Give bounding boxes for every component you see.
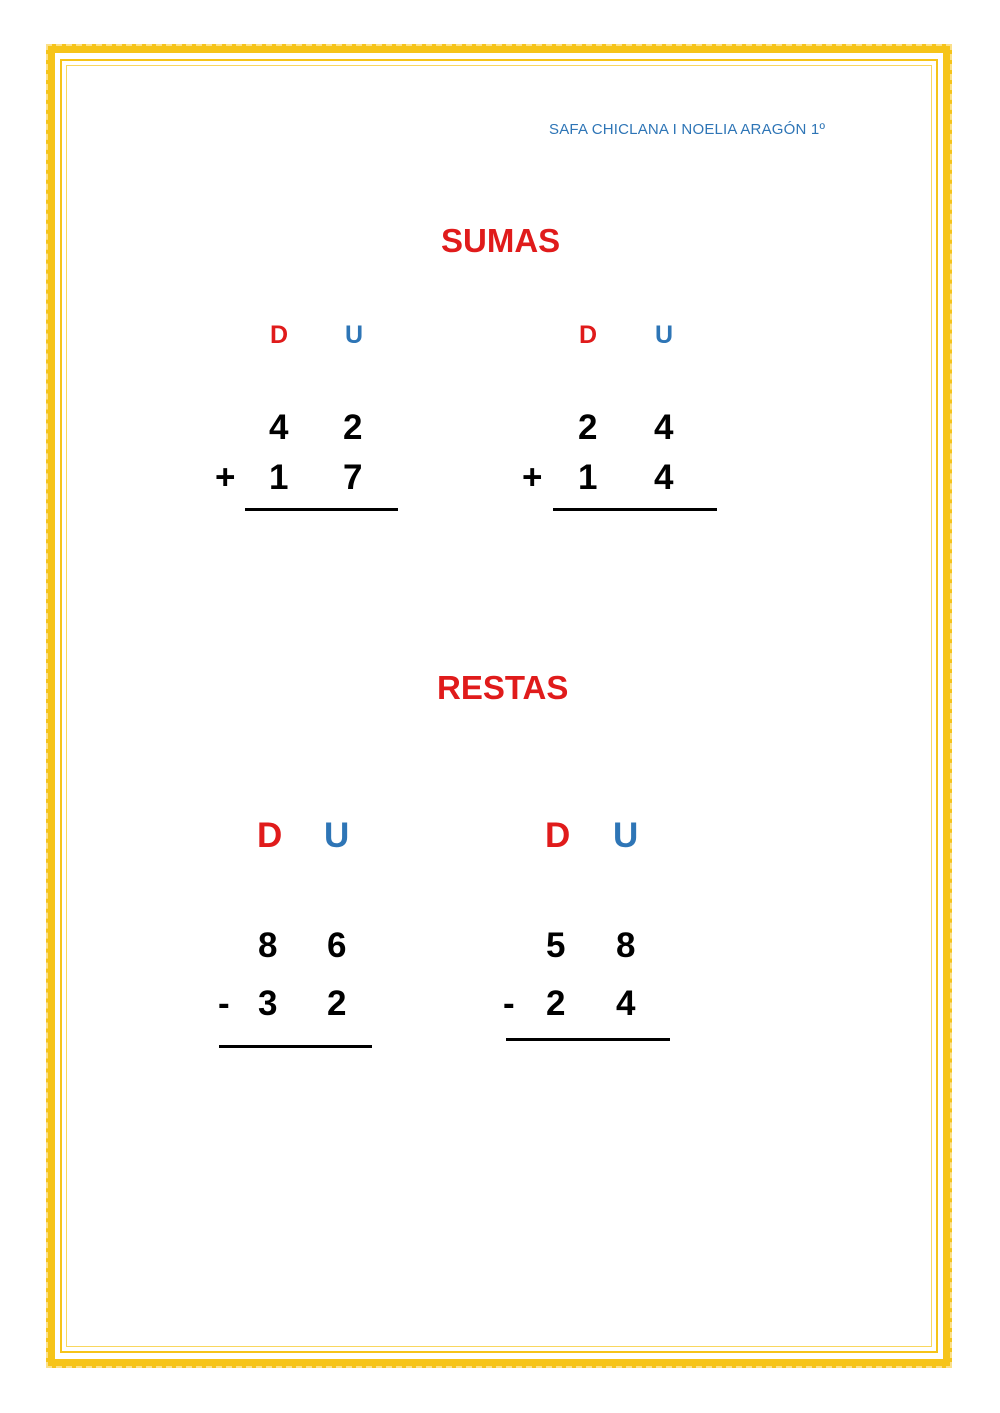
bottom-unidades-digit: 4 bbox=[616, 984, 636, 1023]
plus-sign: + bbox=[215, 458, 236, 497]
top-decenas-digit: 2 bbox=[578, 408, 598, 447]
bottom-decenas-digit: 1 bbox=[269, 458, 289, 497]
top-unidades-digit: 8 bbox=[616, 926, 636, 965]
label-unidades: U bbox=[613, 816, 639, 855]
top-unidades-digit: 6 bbox=[327, 926, 347, 965]
restas-title: RESTAS bbox=[437, 669, 569, 706]
label-decenas: D bbox=[257, 816, 283, 855]
answer-line bbox=[245, 508, 398, 511]
top-unidades-digit: 2 bbox=[343, 408, 363, 447]
top-unidades-digit: 4 bbox=[654, 408, 674, 447]
label-decenas: D bbox=[545, 816, 571, 855]
label-decenas: D bbox=[270, 321, 289, 349]
answer-line bbox=[553, 508, 717, 511]
answer-line bbox=[506, 1038, 670, 1041]
minus-sign: - bbox=[218, 984, 230, 1023]
bottom-decenas-digit: 2 bbox=[546, 984, 566, 1023]
label-unidades: U bbox=[345, 321, 364, 349]
top-decenas-digit: 8 bbox=[258, 926, 278, 965]
bottom-unidades-digit: 7 bbox=[343, 458, 363, 497]
answer-line bbox=[219, 1045, 372, 1048]
label-decenas: D bbox=[579, 321, 598, 349]
top-decenas-digit: 4 bbox=[269, 408, 289, 447]
bottom-unidades-digit: 4 bbox=[654, 458, 674, 497]
top-decenas-digit: 5 bbox=[546, 926, 566, 965]
bottom-decenas-digit: 1 bbox=[578, 458, 598, 497]
bottom-unidades-digit: 2 bbox=[327, 984, 347, 1023]
minus-sign: - bbox=[503, 984, 515, 1023]
sumas-title: SUMAS bbox=[441, 222, 561, 259]
bottom-decenas-digit: 3 bbox=[258, 984, 278, 1023]
label-unidades: U bbox=[324, 816, 350, 855]
plus-sign: + bbox=[522, 458, 543, 497]
header-note: SAFA CHICLANA I NOELIA ARAGÓN 1º bbox=[549, 121, 826, 138]
label-unidades: U bbox=[655, 321, 674, 349]
